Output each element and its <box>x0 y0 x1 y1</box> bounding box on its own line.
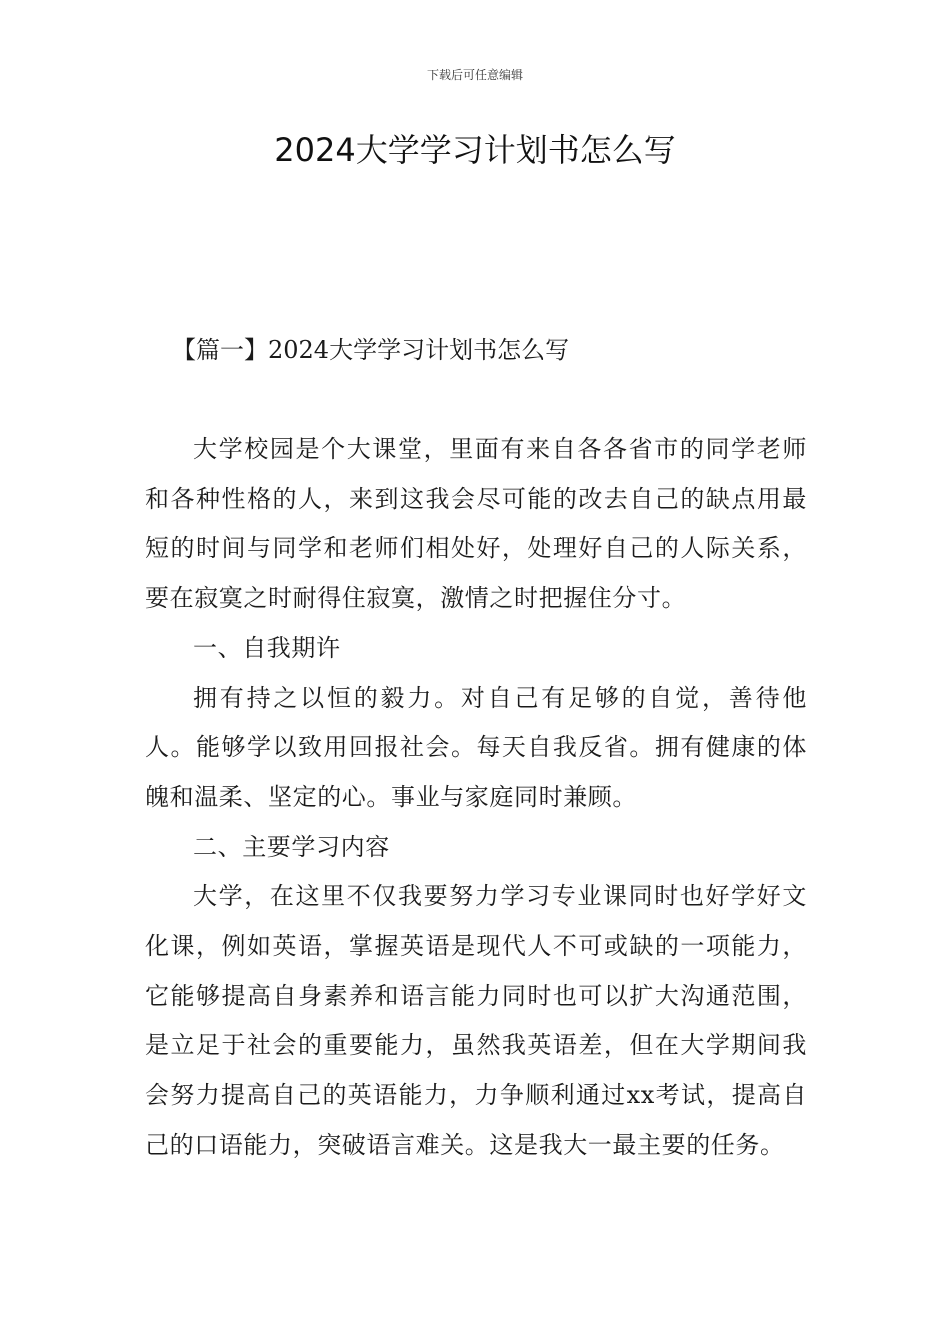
document-body <box>145 425 807 1171</box>
document-title: 2024大学学习计划书怎么写 <box>274 131 676 169</box>
section-heading: 【篇一】2024大学学习计划书怎么写 <box>172 336 570 364</box>
header-note: 下载后可任意编辑 <box>426 68 523 82</box>
paragraph-self-expectation: 拥有持之以恒的毅力。对自己有足够的自觉，善待他人。能够学以致用回报社会。每天自我反省。拥有健康的体魄和温柔、坚定的心。事业与家庭同时兼顾。 <box>145 683 807 811</box>
paragraph-intro: 大学校园是个大课堂，里面有来自各各省市的同学老师和各种性格的人，来到这我会尽可能的改去自己的缺点用最短的时间与同学和老师们相处好，处理好自己的人际关系，要在寂寞之时耐得住寂寞，激情之时把握住分寸。 <box>145 435 807 613</box>
paragraph-main-study-content: 大学，在这里不仅我要努力学习专业课同时也好学好文化课，例如英语，掌握英语是现代人不可或缺的一项能力，它能够提高自身素养和语言能力同时也可以扩大沟通范围，是立足于社会的重要能力，虽然我英语差，但在大学期间我会努力提高自己的英语能力，力争顺利通过xx考试，提高自己的口语能力，突破语言难关。这是我大一最主要的任务。 <box>145 882 807 1159</box>
subheading-self-expectation: 一、自我期许 <box>193 633 341 662</box>
subheading-main-study-content: 二、主要学习内容 <box>193 832 390 861</box>
